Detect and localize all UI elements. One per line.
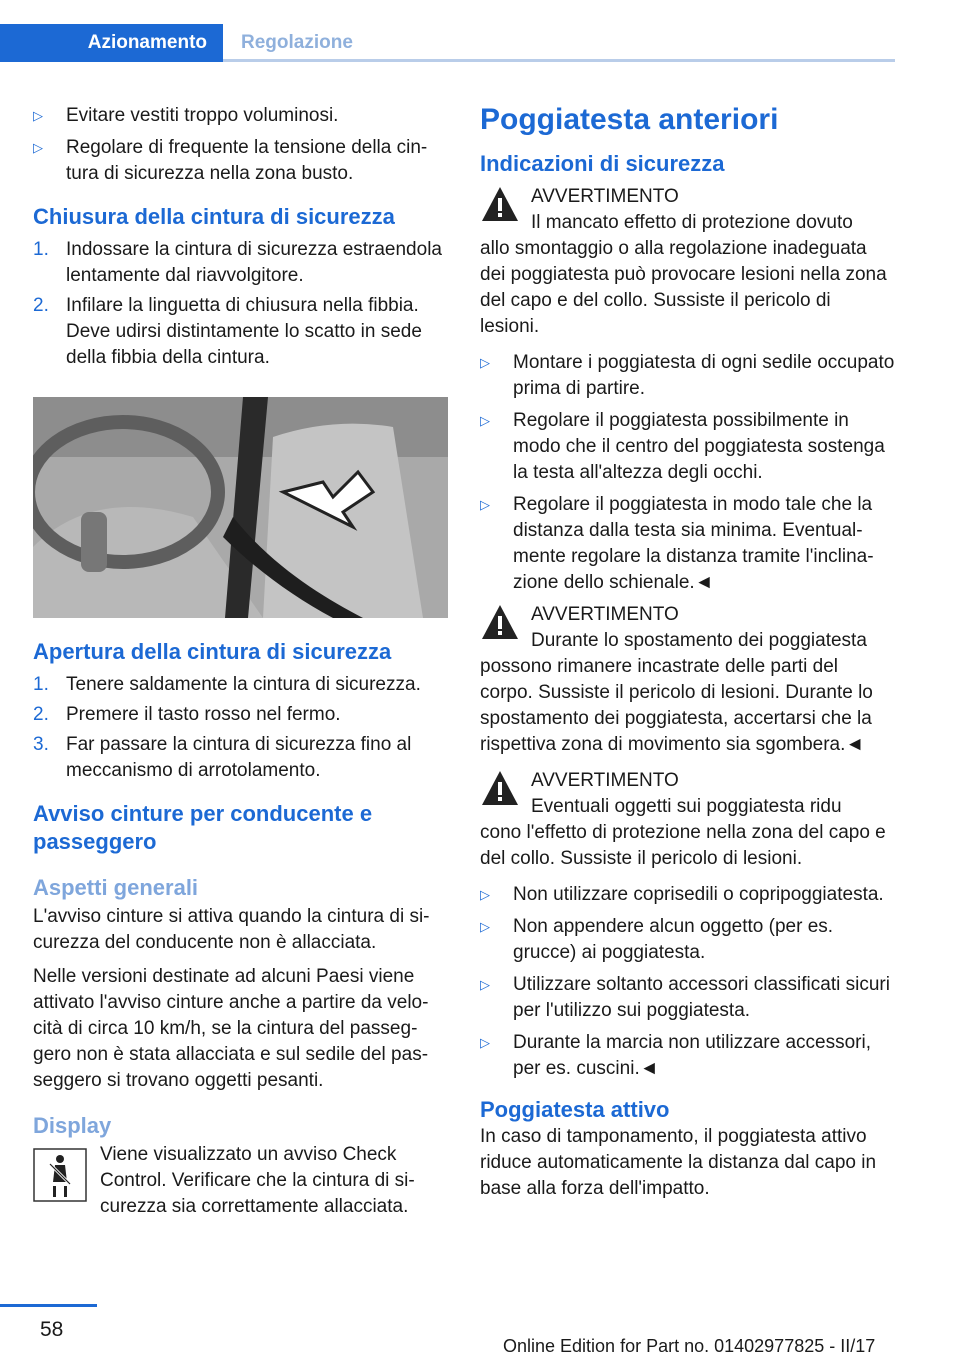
triangle-bullet-icon: ▷	[33, 140, 43, 155]
list-item	[480, 350, 895, 402]
warning-text-cont: possono rimanere incastrate delle parti del corpo. Sussiste il pericolo di lesioni. Durante lo spostamento dei poggiatesta, accertarsi che la rispettiva zona di movimento sia sgombera.◄	[480, 656, 873, 755]
list-item	[480, 882, 895, 908]
step-text: Indossare la cintura di sicurezza estraendola lentamente dal riavvolgitore.	[66, 239, 442, 286]
seatbelt-photo	[33, 397, 448, 618]
warning-label: AVVERTIMENTO	[531, 186, 679, 207]
bullet-text: Regolare il poggiatesta possibilmente in modo che il centro del poggiatesta sostenga la testa all'altezza degli occhi.	[513, 410, 885, 483]
warning-text: Il mancato effetto di protezione dovuto	[531, 212, 853, 233]
warning-block	[480, 184, 895, 340]
paragraph: Nelle versioni destinate ad alcuni Paesi viene attivato l'avviso cinture anche a partire da velocità di circa 10 km/h, se la cintura del passeggero non è stata allacciata e sul sedile del passeggero si trovano oggetti pesanti.	[33, 966, 429, 1091]
triangle-bullet-icon: ▷	[480, 355, 490, 370]
tab-azionamento[interactable]: Azionamento	[0, 24, 223, 62]
step-text: Tenere saldamente la cintura di sicurezza.	[66, 674, 421, 695]
step-number: 1.	[33, 239, 49, 260]
bullet-text: Evitare vestiti troppo voluminosi.	[66, 105, 339, 126]
triangle-bullet-icon: ▷	[480, 497, 490, 512]
warning-triangle-icon	[480, 184, 520, 224]
section-heading-opening: Apertura della cintura di sicurezza	[33, 639, 392, 664]
header-tabs	[0, 0, 895, 62]
footer-rule	[0, 1304, 97, 1307]
seatbelt-warning-icon	[33, 1148, 87, 1202]
section-heading-safety: Indicazioni di sicurezza	[480, 151, 725, 176]
list-item	[480, 914, 895, 966]
triangle-bullet-icon: ▷	[480, 1035, 490, 1050]
warning-text-cont: cono l'effetto di protezione nella zona del capo e del collo. Sussiste il pericolo di lesioni.	[480, 822, 886, 869]
list-item	[33, 293, 448, 371]
list-item	[33, 237, 448, 289]
step-text: Infilare la linguetta di chiusura nella fibbia. Deve udirsi distintamente lo scatto in sede della fibbia della cintura.	[66, 295, 422, 368]
list-item	[33, 732, 448, 784]
header-rule	[223, 59, 895, 62]
warning-text-cont: allo smontaggio o alla regolazione inadeguata dei poggiatesta può provocare lesioni nella zona del capo e del collo. Sussiste il pericolo di lesioni.	[480, 238, 887, 337]
section-heading-reminder: Avviso cinture per conducente e passeggero	[33, 801, 373, 854]
bullet-text: Regolare il poggiatesta in modo tale che la distanza dalla testa sia minima. Eventualmente regolare la distanza tramite l'inclinazione dello schienale.◄	[513, 494, 874, 593]
paragraph: In caso di tamponamento, il poggiatesta attivo riduce automaticamente la distanza dal capo in base alla forza dell'impatto.	[480, 1126, 877, 1199]
list-item	[480, 408, 895, 486]
bullet-text: Non appendere alcun oggetto (per es. grucce) ai poggiatesta.	[513, 916, 834, 963]
bullet-text: Non utilizzare coprisedili o copripoggiatesta.	[513, 884, 884, 905]
left-column	[33, 103, 448, 1220]
section-heading-active: Poggiatesta attivo	[480, 1097, 670, 1122]
subheading-general: Aspetti generali	[33, 875, 199, 900]
bullet-text: Utilizzare soltanto accessori classificati sicuri per l'utilizzo sui poggiatesta.	[513, 974, 890, 1021]
warning-block	[480, 602, 895, 758]
warning-triangle-icon	[480, 768, 520, 808]
bullet-text: Montare i poggiatesta di ogni sedile occupato prima di partire.	[513, 352, 895, 399]
bullet-text: Regolare di frequente la tensione della cintura di sicurezza nella zona busto.	[66, 137, 428, 184]
step-text: Premere il tasto rosso nel fermo.	[66, 704, 341, 725]
right-column	[480, 100, 895, 1210]
step-number: 1.	[33, 674, 49, 695]
list-item	[33, 135, 448, 187]
list-item	[33, 702, 448, 728]
page-title: Poggiatesta anteriori	[480, 103, 779, 136]
warning-text: Durante lo spostamento dei poggiatesta	[531, 630, 867, 651]
tab-regolazione[interactable]: Regolazione	[241, 32, 353, 53]
bullet-text: Durante la marcia non utilizzare accessori, per es. cuscini.◄	[513, 1032, 871, 1079]
list-item	[33, 103, 448, 129]
list-item	[480, 492, 895, 596]
list-item	[480, 972, 895, 1024]
step-text: Far passare la cintura di sicurezza fino al meccanismo di arrotolamento.	[66, 734, 412, 781]
list-item	[33, 672, 448, 698]
warning-label: AVVERTIMENTO	[531, 604, 679, 625]
triangle-bullet-icon: ▷	[33, 108, 43, 123]
triangle-bullet-icon: ▷	[480, 919, 490, 934]
display-text: Viene visualizzato un avviso Check Control. Verificare che la cintura di sicurezza sia correttamente allacciata.	[100, 1144, 415, 1217]
triangle-bullet-icon: ▷	[480, 413, 490, 428]
edition-note: Online Edition for Part no. 01402977825 - II/17	[503, 1336, 876, 1356]
subheading-display: Display	[33, 1113, 112, 1138]
display-notice	[33, 1142, 448, 1220]
triangle-bullet-icon: ▷	[480, 977, 490, 992]
section-heading-closing: Chiusura della cintura di sicurezza	[33, 204, 395, 229]
warning-text: Eventuali oggetti sui poggiatesta ridu	[531, 796, 842, 817]
step-number: 2.	[33, 295, 49, 316]
warning-label: AVVERTIMENTO	[531, 770, 679, 791]
warning-triangle-icon	[480, 602, 520, 642]
warning-block	[480, 768, 895, 872]
page-number: 58	[40, 1318, 64, 1341]
list-item	[480, 1030, 895, 1082]
step-number: 2.	[33, 704, 49, 725]
paragraph: L'avviso cinture si attiva quando la cintura di sicurezza del conducente non è allacciata.	[33, 906, 430, 953]
step-number: 3.	[33, 734, 49, 755]
triangle-bullet-icon: ▷	[480, 887, 490, 902]
